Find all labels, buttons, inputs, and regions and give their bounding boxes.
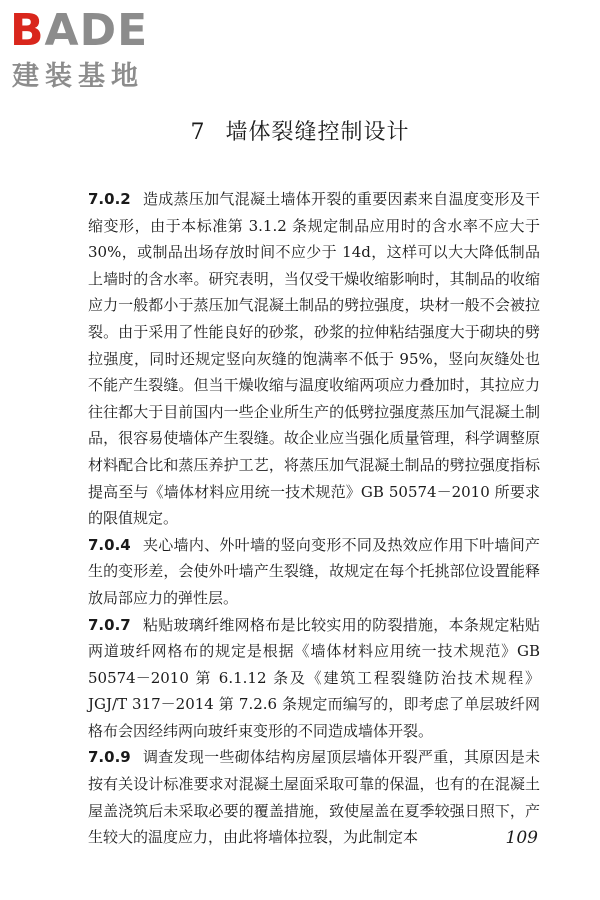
clause-text: 调查发现一些砌体结构房屋顶层墙体开裂严重，其原因是未按有关设计标准要求对混凝土屋面采取可靠的保温，也有的在混凝土屋盖浇筑后未采取必要的覆盖措施，致使屋盖在夏季较强日照下，产生较大的温度应力，由此将墙体拉裂，为此制定本 — [88, 748, 540, 847]
chapter-number: 7 — [190, 120, 206, 145]
logo — [10, 5, 190, 98]
chapter-title: 墙体裂缝控制设计 — [225, 120, 410, 145]
page-number: 109 — [505, 828, 538, 848]
clause-number: 7.0.2 — [88, 190, 131, 208]
clause-text: 粘贴玻璃纤维网格布是比较实用的防裂措施，本条规定粘贴两道玻纤网格布的规定是根据《墙体材料应用统一技术规范》GB 50574－2010 第 6.1.12 条及《建筑工程裂缝防治技术规程》JGJ/T 317－2014 第 7.2.6 条规定而编写的，即考虑了单层玻纤网格布会因经纬两向玻纤束变形的不同造成墙体开裂。 — [88, 615, 540, 740]
clause-number: 7.0.9 — [88, 748, 131, 767]
clause-text: 夹心墙内、外叶墙的竖向变形不同及热效应作用下叶墙间产生的变形差，会使外叶墙产生裂缝，故规定在每个托挑部位设置能释放局部应力的弹性层。 — [88, 535, 540, 607]
clause-7-0-4 — [88, 532, 540, 612]
body-text — [88, 186, 540, 851]
clause-7-0-9 — [88, 744, 540, 850]
clause-number: 7.0.4 — [88, 535, 131, 554]
logo-subtitle: 建装基地 — [12, 61, 144, 92]
logo-brand — [10, 5, 149, 56]
chapter-heading — [0, 118, 600, 148]
logo-brand-rest: ADE — [44, 5, 149, 56]
clause-7-0-7 — [88, 612, 540, 745]
clause-text: 造成蒸压加气混凝土墙体开裂的重要因素来自温度变形及干缩变形，由于本标准第 3.1.2 条规定制品应用时的含水率不应大于 30%，或制品出场存放时间不应少于 14d，这样可以大大降低制品上墙时的含水率。研究表明，当仅受干燥收缩影响时，其制品的收缩应力一般都小于蒸压加气混凝土制品的劈拉强度，块材一般不会被拉裂。由于采用了性能良好的砂浆，砂浆的拉伸粘结强度大于砌块的劈拉强度，同时还规定竖向灰缝的饱满率不低于 95%，竖向灰缝处也不能产生裂缝。但当干燥收缩与温度收缩两项应力叠加时，其拉应力往往都大于目前国内一些企业所生产的低劈拉强度蒸压加气混凝土制品，很容易使墙体产生裂缝。故企业应当强化质量管理，科学调整原材料配合比和蒸压养护工艺，将蒸压加气混凝土制品的劈拉强度指标提高至与《墙体材料应用统一技术规范》GB 50574－2010 所要求的限值规定。 — [88, 190, 540, 528]
clause-number: 7.0.7 — [88, 615, 131, 634]
logo-brand-accent: B — [10, 5, 45, 56]
clause-7-0-2 — [88, 186, 540, 532]
